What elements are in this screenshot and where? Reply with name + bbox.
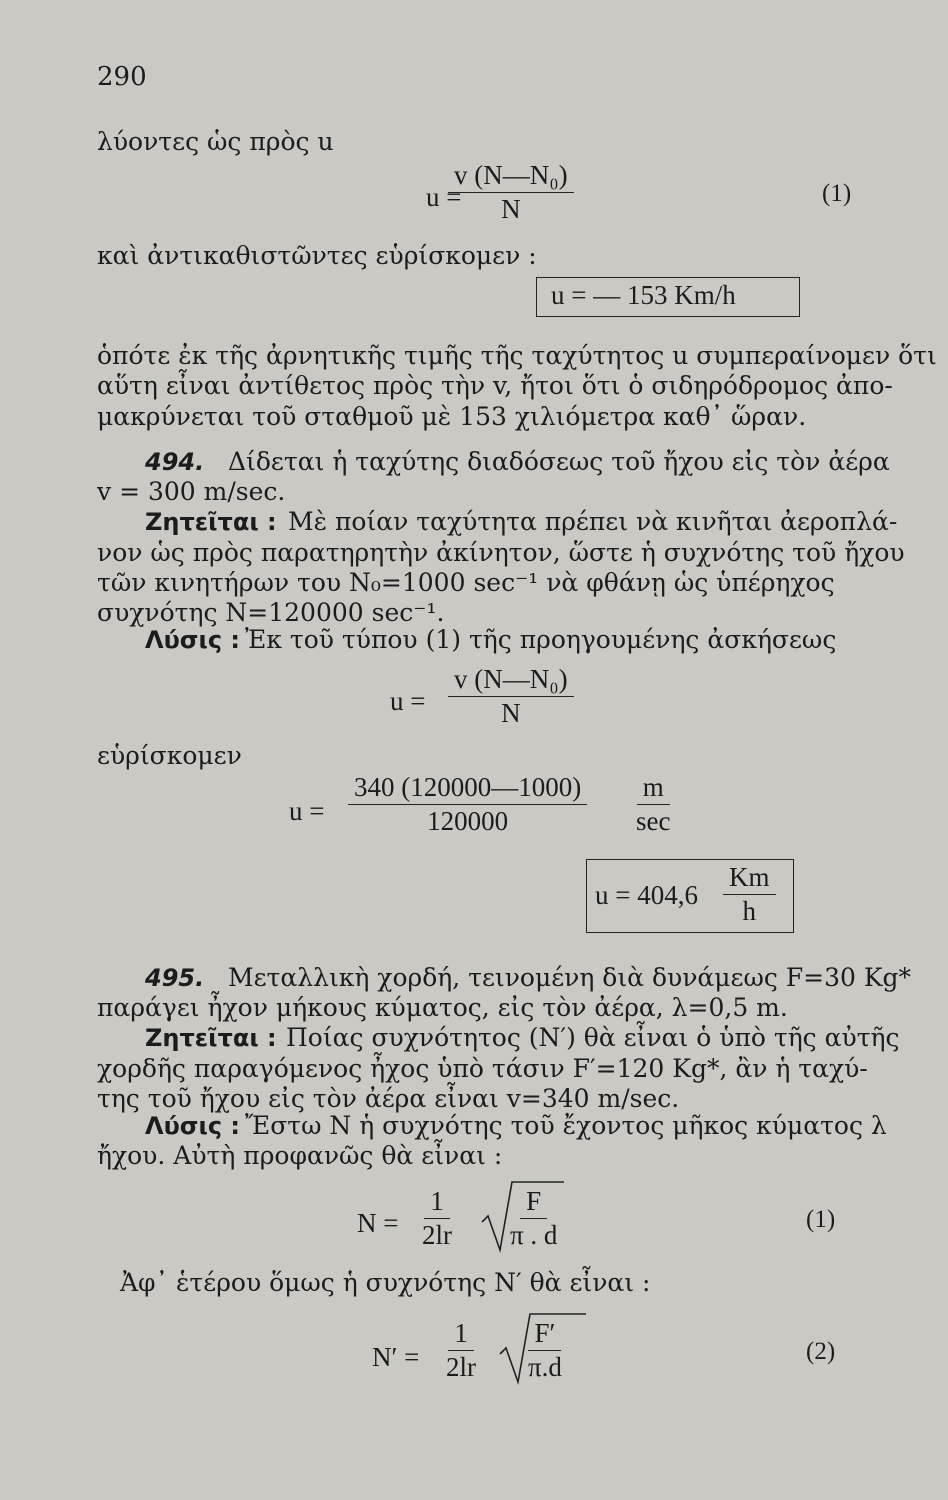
eq1-denominator: N: [501, 194, 521, 224]
conclusion-line-3: μακρύνεται τοῦ σταθμοῦ μὲ 153 χιλιόμετρα καθ᾽ ὥραν.: [97, 402, 807, 431]
problem-495-s1: Ἔστω N ἡ συχνότης τοῦ ἔχοντος μῆκος κύματος λ: [245, 1111, 887, 1140]
problem-494-zhteitai: Ζητεῖται :: [145, 508, 277, 536]
conclusion-line-1: ὁπότε ἐκ τῆς ἀρνητικῆς τιμῆς τῆς ταχύτητος u συμπεραίνομεν ὅτι: [97, 341, 937, 370]
problem-495-lysis: Λύσις :: [145, 1112, 241, 1140]
problem-494-number: 494.: [145, 448, 205, 476]
eq1-numerator: v (N—N₀): [448, 160, 574, 193]
result-494-box: [586, 859, 794, 933]
eq-494-numerator: v (N—N₀): [448, 664, 574, 697]
eq-494-fraction: [448, 664, 574, 729]
calc-unit-denominator: sec: [636, 806, 671, 836]
f1-radicand-denominator: π . d: [510, 1220, 558, 1250]
f1-radicand-numerator: F: [520, 1186, 547, 1219]
f2-tag: (2): [806, 1338, 836, 1365]
f1-radicand: [510, 1186, 557, 1251]
f1-tag: (1): [806, 1206, 836, 1233]
calc-denominator: 120000: [427, 806, 509, 836]
result1-text: u = — 153 Km/h: [551, 280, 736, 310]
f1-numerator: 1: [424, 1186, 450, 1219]
conclusion-line-2: αὕτη εἶναι ἀντίθετος πρὸς τὴν v, ἤτοι ὅτι ὁ σιδηρόδρομος ἀπο-: [97, 371, 893, 400]
problem-495-line-1: Μεταλλικὴ χορδή, τεινομένη διὰ δυνάμεως F=30 Kg*: [228, 963, 912, 992]
problem-494-line-1: Δίδεται ἡ ταχύτης διαδόσεως τοῦ ἤχου εἰς τὸν ἀέρα: [228, 447, 890, 476]
calc-unit: [636, 772, 670, 837]
f2-radicand-numerator: F′: [528, 1318, 561, 1351]
f2-radicand: [528, 1318, 562, 1383]
f2-lhs: N′ =: [372, 1342, 420, 1372]
f1-lhs: N =: [357, 1208, 399, 1238]
problem-494-line-2: v = 300 m/sec.: [97, 477, 286, 506]
result-494-value: u = 404,6: [595, 880, 698, 910]
find-label: εὑρίσκομεν: [97, 741, 242, 770]
problem-494-q4: συχνότης N=120000 sec⁻¹.: [97, 598, 445, 627]
eq1-fraction: [448, 160, 574, 225]
f2-radicand-denominator: π.d: [528, 1352, 562, 1382]
problem-495-q1: Ποίας συχνότητος (N′) θὰ εἶναι ὁ ὑπὸ τῆς αὐτῆς: [286, 1023, 900, 1052]
problem-495-line-2: παράγει ἦχον μήκους κύματος, εἰς τὸν ἀέρα, λ=0,5 m.: [97, 993, 788, 1022]
replace-line: καὶ ἀντικαθιστῶντες εὑρίσκομεν :: [97, 241, 537, 270]
problem-495-s2: ἤχου. Αὐτὴ προφανῶς θὰ εἶναι :: [97, 1141, 503, 1170]
calc-unit-numerator: m: [637, 772, 670, 805]
page-number: 290: [97, 62, 147, 92]
calc-numerator: 340 (120000—1000): [348, 772, 587, 805]
problem-494-q2: νον ὡς πρὸς παρατηρητὴν ἀκίνητον, ὥστε ἡ συχνότης τοῦ ἤχου: [97, 538, 905, 567]
intro-line: λύοντες ὡς πρὸς u: [97, 127, 334, 156]
problem-494-lysis: Λύσις :: [145, 626, 241, 654]
result-494-unit: [723, 862, 776, 927]
problem-494-q3: τῶν κινητήρων του N₀=1000 sec⁻¹ νὰ φθάνῃ ὡς ὑπέρηχος: [97, 568, 835, 597]
result-494-unit-numerator: Km: [723, 862, 776, 895]
calc-lhs: u =: [289, 796, 325, 826]
problem-495-q2: χορδῆς παραγόμενος ἦχος ὑπὸ τάσιν F′=120 Kg*, ἂν ἡ ταχύ-: [97, 1054, 868, 1083]
eq1-tag: (1): [822, 180, 852, 207]
eq1-lhs: u =: [426, 182, 462, 212]
calc-fraction: [348, 772, 587, 837]
f2-numerator: 1: [448, 1318, 474, 1351]
problem-495-number: 495.: [145, 964, 205, 992]
problem-494-s1: Ἐκ τοῦ τύπου (1) τῆς προηγουμένης ἀσκήσεως: [245, 625, 837, 654]
f2-denominator: 2lr: [446, 1352, 476, 1382]
problem-494-q1: Μὲ ποίαν ταχύτητα πρέπει νὰ κινῆται ἀεροπλά-: [288, 507, 898, 536]
mid-line: Ἀφ᾽ ἑτέρου ὅμως ἡ συχνότης N′ θὰ εἶναι :: [120, 1268, 651, 1297]
f1-fraction: [422, 1186, 452, 1251]
problem-495-q3: της τοῦ ἤχου εἰς τὸν ἀέρα εἶναι v=340 m/sec.: [97, 1084, 680, 1113]
result-494-unit-denominator: h: [742, 896, 756, 926]
f2-fraction: [446, 1318, 476, 1383]
eq-494-lhs: u =: [390, 686, 426, 716]
f1-denominator: 2lr: [422, 1220, 452, 1250]
result1-box: [536, 277, 800, 317]
problem-495-zhteitai: Ζητεῖται :: [145, 1024, 277, 1052]
eq-494-denominator: N: [501, 698, 521, 728]
